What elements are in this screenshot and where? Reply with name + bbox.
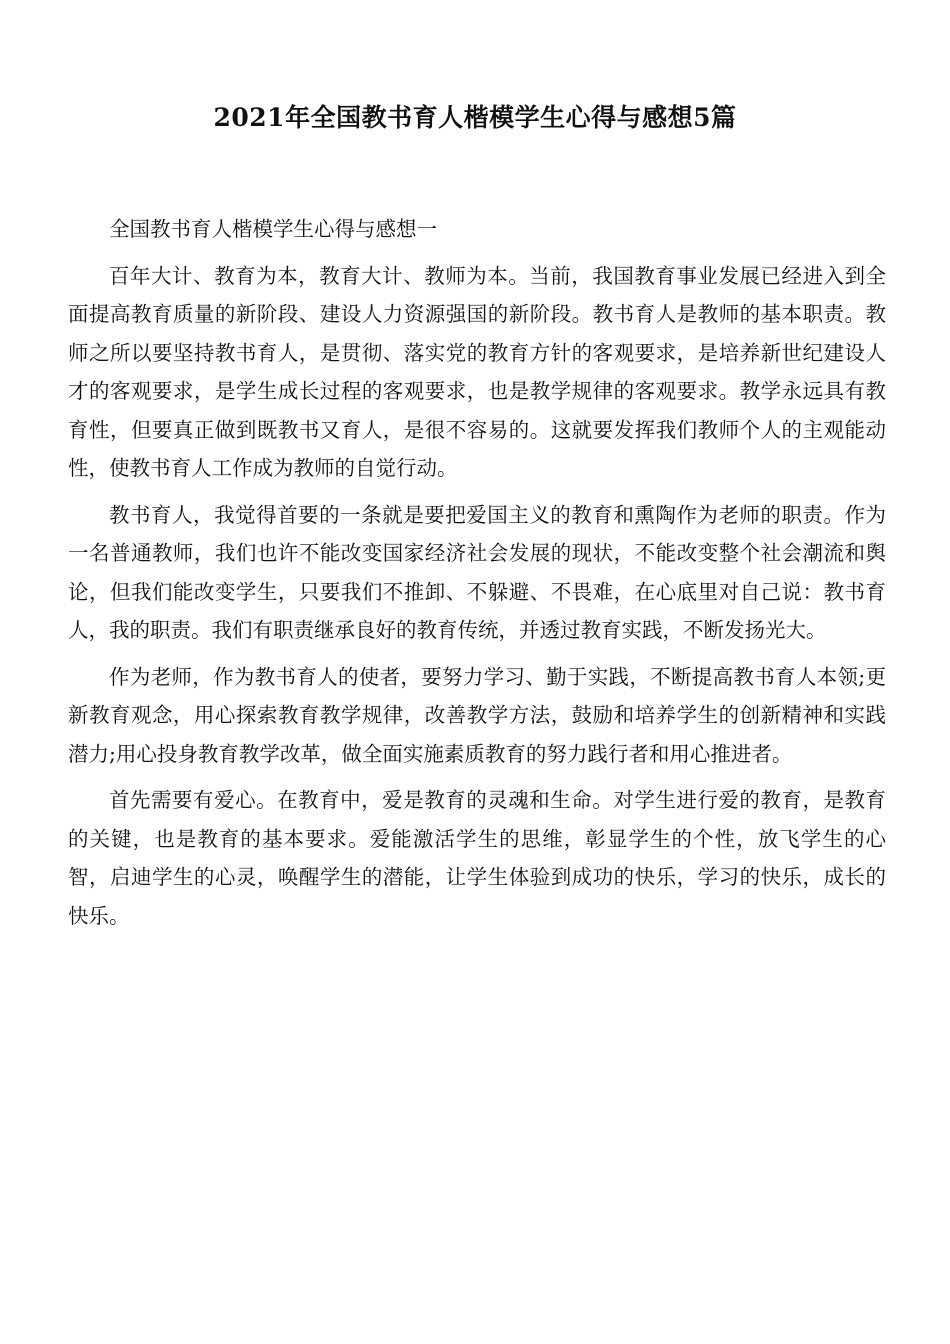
paragraph-2: 教书育人，我觉得首要的一条就是要把爱国主义的教育和熏陶作为老师的职责。作为一名普通教师，我们也许不能改变国家经济社会发展的现状，不能改变整个社会潮流和舆论，但我们能改变学生，只要我们不推卸、不躲避、不畏难，在心底里对自己说：教书育人，我的职责。我们有职责继承良好的教育传统，并透过教育实践，不断发扬光大。 — [68, 502, 886, 642]
paragraph-3: 作为老师，作为教书育人的使者，要努力学习、勤于实践，不断提高教书育人本领;更新教育观念，用心探索教育教学规律，改善教学方法，鼓励和培养学生的创新精神和实践潜力;用心投身教育教学改革，做全面实施素质教育的努力践行者和用心推进者。 — [68, 664, 886, 766]
document-body — [68, 210, 886, 943]
paragraph-4: 首先需要有爱心。在教育中，爱是教育的灵魂和生命。对学生进行爱的教育，是教育的关键，也是教育的基本要求。爱能激活学生的思维，彰显学生的个性，放飞学生的心智，启迪学生的心灵，唤醒学生的潜能，让学生体验到成功的快乐，学习的快乐，成长的快乐。 — [68, 788, 886, 928]
paragraph-1: 百年大计、教育为本，教育大计、教师为本。当前，我国教育事业发展已经进入到全面提高教育质量的新阶段、建设人力资源强国的新阶段。教书育人是教师的基本职责。教师之所以要坚持教书育人，是贯彻、落实党的教育方针的客观要求，是培养新世纪建设人才的客观要求，是学生成长过程的客观要求，也是教学规律的客观要求。教学永远具有教育性，但要真正做到既教书又育人，是很不容易的。这就要发挥我们教师个人的主观能动性，使教书育人工作成为教师的自觉行动。 — [68, 263, 886, 480]
section-heading: 全国教书育人楷模学生心得与感想一 — [109, 217, 437, 241]
document-title: 2021年全国教书育人楷模学生心得与感想5篇 — [213, 103, 737, 132]
